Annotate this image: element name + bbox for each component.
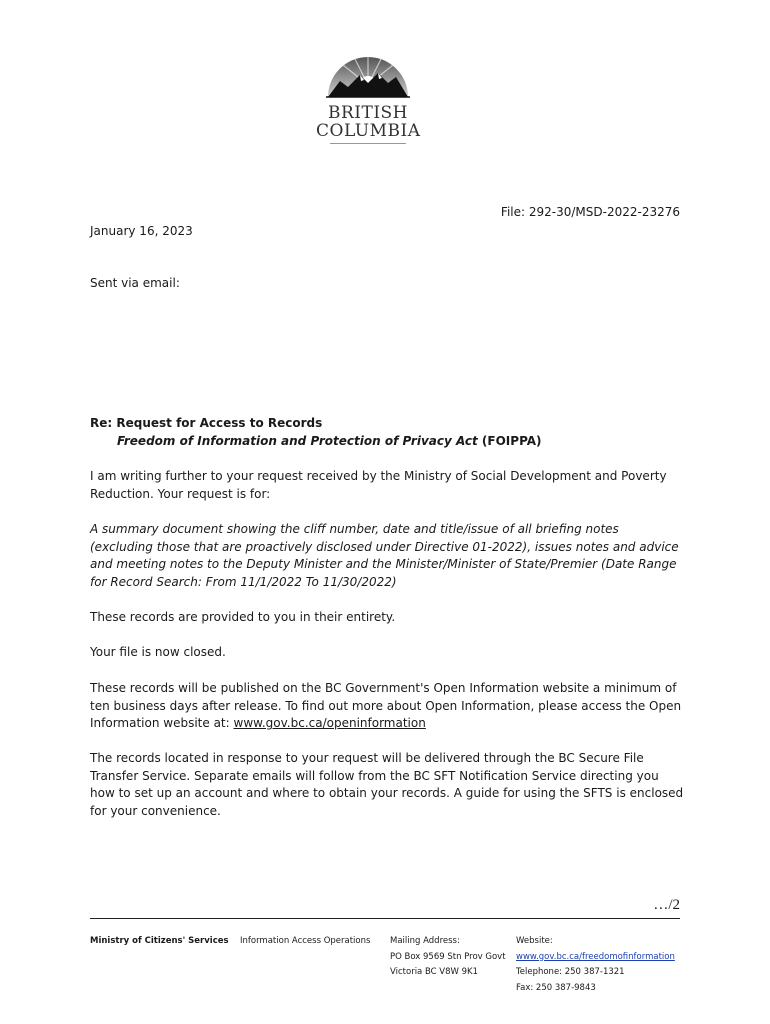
footer-mailing-label: Mailing Address: xyxy=(390,936,460,946)
logo-wordmark-line1: BRITISH xyxy=(327,103,409,123)
bc-government-logo xyxy=(316,45,420,147)
delivery-paragraph: The records located in response to your request will be delivered through the BC Secure File Transfer Service. Separate emails will follow from the BC SFT Notification Service directing you how to set up an account and where to obtain your records. A guide for using the SFTS is enclosed for your convenience. xyxy=(90,751,684,818)
footer-fax: Fax: 250 387-9843 xyxy=(516,982,596,993)
entirety-paragraph: These records are provided to you in their entirety. xyxy=(90,610,396,624)
act-title: Freedom of Information and Protection of Privacy Act xyxy=(117,434,478,448)
footer-branch-column xyxy=(240,934,370,950)
subject-act xyxy=(117,434,542,448)
intro-paragraph: I am writing further to your request received by the Ministry of Social Development and Poverty Reduction. Your request is for: xyxy=(90,469,667,501)
publish-text: These records will be published on the BC Government's Open Information website a minimum of ten business days after release. To find out more about Open Information, please access the Open Information website at: xyxy=(90,681,682,731)
act-abbrev: (FOIPPA) xyxy=(477,434,542,448)
logo-underline xyxy=(330,143,406,144)
footer-divider xyxy=(90,918,680,919)
footer-ministry-column xyxy=(90,934,229,950)
bc-sun-mountain-emblem xyxy=(316,45,420,101)
open-information-link[interactable]: www.gov.bc.ca/openinformation xyxy=(233,716,426,731)
footer-contact-column xyxy=(516,934,675,996)
footer-mailing-column xyxy=(390,934,506,981)
footer-telephone: Telephone: 250 387-1321 xyxy=(516,967,625,978)
footer-mailing-line1: PO Box 9569 Stn Prov Govt xyxy=(390,951,506,962)
file-reference: File: 292-30/MSD-2022-23276 xyxy=(500,205,680,219)
file-closed-paragraph: Your file is now closed. xyxy=(90,645,226,659)
footer-website-link[interactable]: www.gov.bc.ca/freedomofinformation xyxy=(516,951,675,962)
request-text: A summary document showing the cliff number, date and title/issue of all briefing notes (excluding those that are proactively disclosed under Directive 01-2022), issues notes and advice and meeting notes to the Deputy Minister and the Minister/Minister of State/Premier (Date Range for Record Search: From 11/1/2022 To 11/30/2022) xyxy=(90,522,679,589)
page-continuation: …/2 xyxy=(653,897,680,913)
sent-via-email: Sent via email: xyxy=(90,276,180,290)
publish-paragraph xyxy=(90,680,685,733)
footer-branch: Information Access Operations xyxy=(240,936,371,946)
letter-date: January 16, 2023 xyxy=(90,224,193,238)
footer-ministry: Ministry of Citizens' Services xyxy=(90,936,229,946)
footer-website-label: Website: xyxy=(516,936,553,946)
footer-mailing-line2: Victoria BC V8W 9K1 xyxy=(390,967,479,978)
subject-line: Re: Request for Access to Records xyxy=(90,416,323,430)
logo-wordmark-line2: COLUMBIA xyxy=(316,121,421,141)
